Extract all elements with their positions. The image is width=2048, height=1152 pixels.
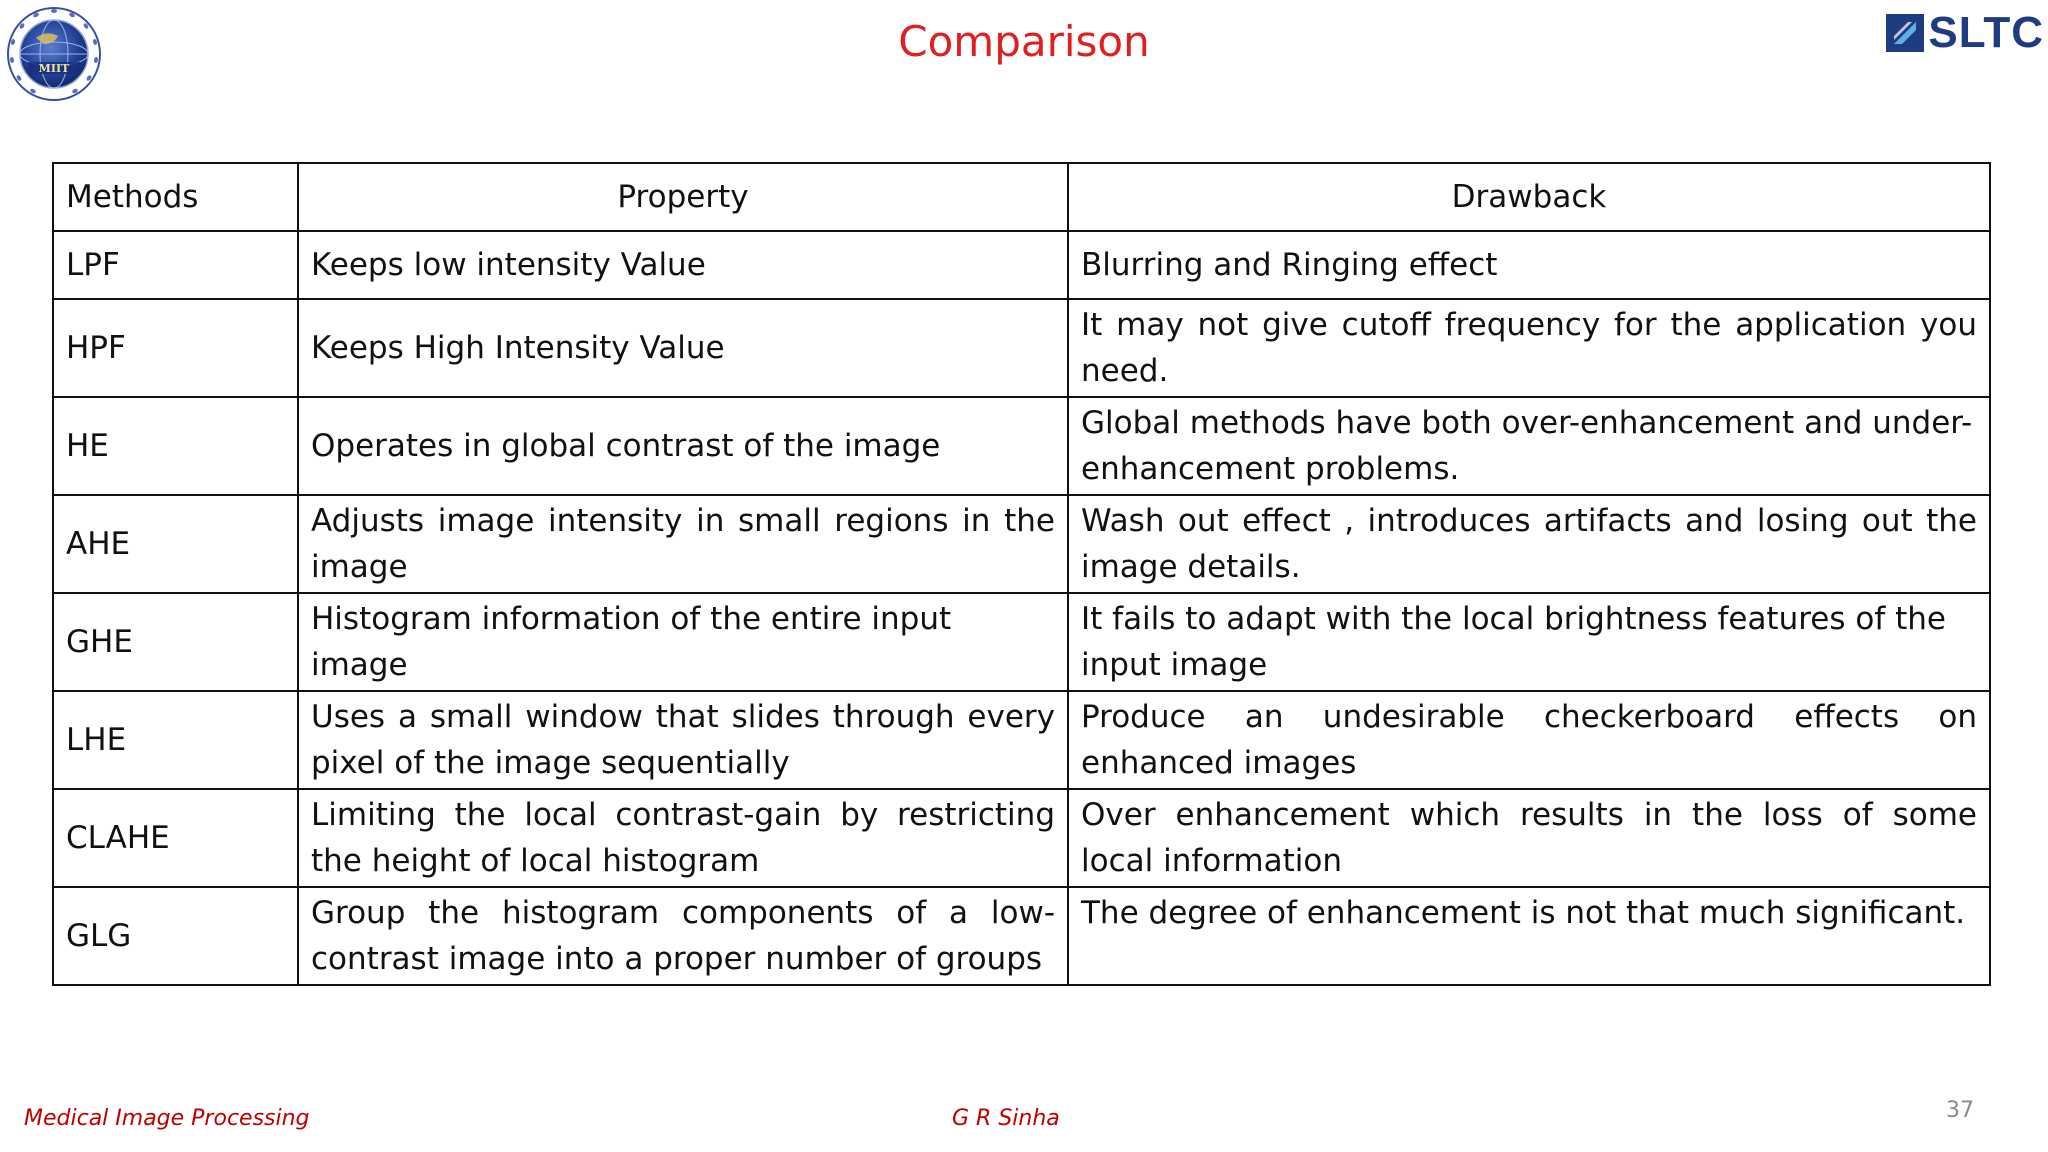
method-cell: GHE xyxy=(53,593,298,691)
brand-logo xyxy=(1886,8,2044,57)
table-row xyxy=(53,397,1990,495)
slide-title: Comparison xyxy=(898,17,1150,66)
table-row xyxy=(53,495,1990,593)
drawback-cell: It may not give cutoff frequency for the application you need. xyxy=(1068,299,1990,397)
method-cell: LHE xyxy=(53,691,298,789)
table-row xyxy=(53,789,1990,887)
header-methods: Methods xyxy=(53,163,298,231)
table-row xyxy=(53,299,1990,397)
header-property: Property xyxy=(298,163,1068,231)
institution-logo-text: MIIT xyxy=(38,62,70,75)
property-cell: Group the histogram components of a low-contrast image into a proper number of groups xyxy=(298,887,1068,985)
brand-mark-icon xyxy=(1886,14,1924,52)
property-cell: Adjusts image intensity in small regions in the image xyxy=(298,495,1068,593)
property-cell: Keeps low intensity Value xyxy=(298,231,1068,299)
property-cell: Keeps High Intensity Value xyxy=(298,299,1068,397)
property-cell: Histogram information of the entire input image xyxy=(298,593,1068,691)
table-row xyxy=(53,593,1990,691)
property-cell: Limiting the local contrast-gain by restricting the height of local histogram xyxy=(298,789,1068,887)
table-row xyxy=(53,887,1990,985)
method-cell: HPF xyxy=(53,299,298,397)
method-cell: CLAHE xyxy=(53,789,298,887)
drawback-cell: Over enhancement which results in the loss of some local information xyxy=(1068,789,1990,887)
footer-course-title: Medical Image Processing xyxy=(24,1106,310,1131)
drawback-cell: It fails to adapt with the local brightness features of the input image xyxy=(1068,593,1990,691)
comparison-table xyxy=(52,162,1991,986)
table-header-row xyxy=(53,163,1990,231)
brand-wordmark: SLTC xyxy=(1928,8,2044,57)
property-cell: Uses a small window that slides through every pixel of the image sequentially xyxy=(298,691,1068,789)
drawback-cell: The degree of enhancement is not that much significant. xyxy=(1068,887,1990,985)
drawback-cell: Wash out effect , introduces artifacts and losing out the image details. xyxy=(1068,495,1990,593)
method-cell: HE xyxy=(53,397,298,495)
method-cell: GLG xyxy=(53,887,298,985)
method-cell: LPF xyxy=(53,231,298,299)
page-number: 37 xyxy=(1946,1098,1974,1123)
drawback-cell: Global methods have both over-enhancement and under-enhancement problems. xyxy=(1068,397,1990,495)
drawback-cell: Blurring and Ringing effect xyxy=(1068,231,1990,299)
header-drawback: Drawback xyxy=(1068,163,1990,231)
table-row xyxy=(53,691,1990,789)
property-cell: Operates in global contrast of the image xyxy=(298,397,1068,495)
method-cell: AHE xyxy=(53,495,298,593)
drawback-cell: Produce an undesirable checkerboard effects on enhanced images xyxy=(1068,691,1990,789)
table-row xyxy=(53,231,1990,299)
footer-author: G R Sinha xyxy=(952,1106,1060,1131)
